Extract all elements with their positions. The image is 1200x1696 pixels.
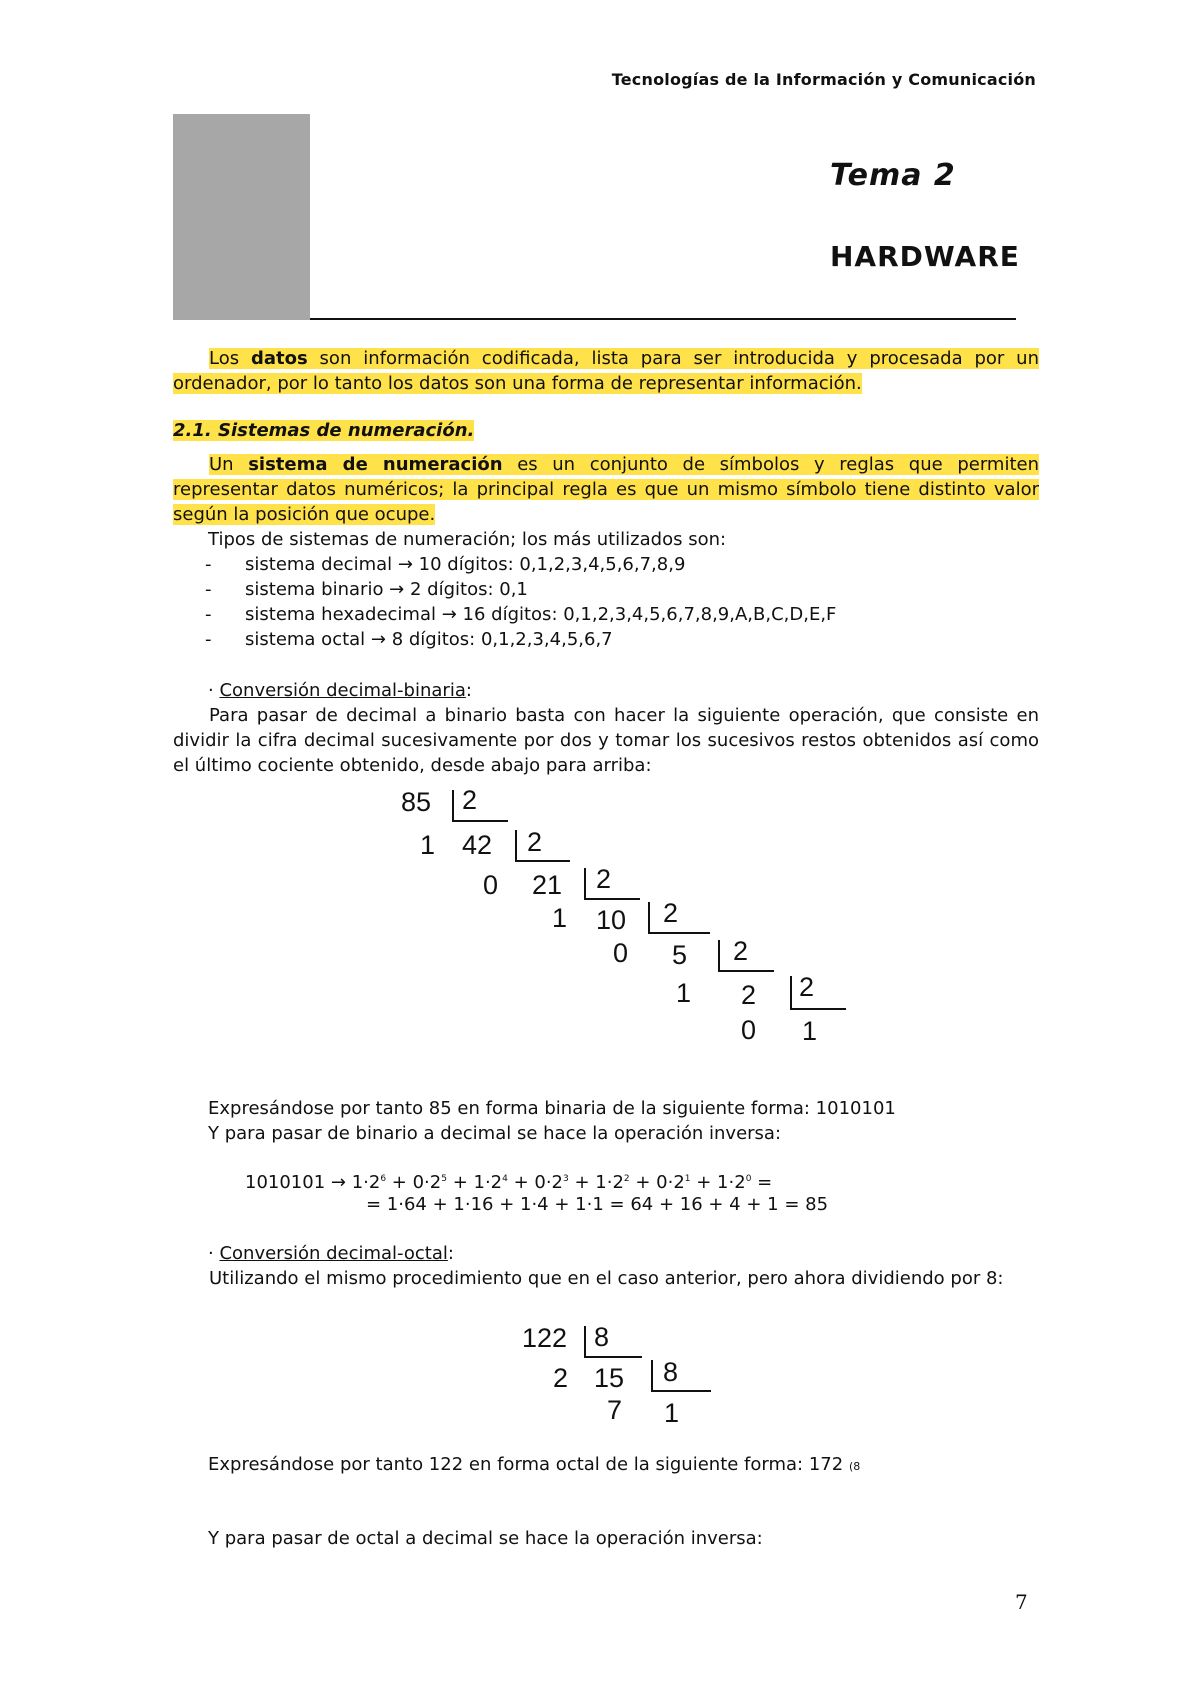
list-item: - sistema binario → 2 dígitos: 0,1 <box>205 579 528 600</box>
binary-result: Expresándose por tanto 85 en forma binaria de la siguiente forma: 1010101 <box>208 1098 896 1119</box>
chapter-number: Tema 2 <box>830 158 956 193</box>
list-item: - sistema decimal → 10 dígitos: 0,1,2,3,4,5,6,7,8,9 <box>205 554 686 575</box>
dividend: 2 <box>741 980 757 1010</box>
octal-inverse-intro: Y para pasar de octal a decimal se hace la operación inversa: <box>208 1528 763 1549</box>
division-bracket <box>584 1356 642 1358</box>
remainder: 7 <box>607 1395 623 1425</box>
list-item: - sistema octal → 8 dígitos: 0,1,2,3,4,5,6,7 <box>205 629 613 650</box>
division-bracket <box>651 1390 711 1392</box>
list-item: - sistema hexadecimal → 16 dígitos: 0,1,2,3,4,5,6,7,8,9,A,B,C,D,E,F <box>205 604 837 625</box>
types-intro: Tipos de sistemas de numeración; los más utilizados son: <box>208 529 727 550</box>
remainder: 1 <box>420 830 436 860</box>
binary-formula-line1: $1010101 \to 1\cdot 2^6 + 0\cdot 2^5 + 1\cdot 2^4 + 0\cdot 2^3 + 1\cdot 2^2 + 0\cdot 2^1 + 1\cdot 2^0$ = <box>245 1172 773 1193</box>
term-sistema-numeracion: sistema de numeración <box>248 454 503 475</box>
remainder: 2 <box>553 1363 569 1393</box>
octal-heading: · Conversión decimal-octal: <box>208 1243 454 1264</box>
intro-highlight: Los datos son información codificada, lista para ser introducida y procesada por un ordenador, por lo tanto los datos son una forma de representar información. <box>173 348 1039 394</box>
binary-formula-line2: = 1·64 + 1·16 + 1·4 + 1·1 = 64 + 16 + 4 + 1 = 85 <box>366 1194 829 1215</box>
page-number: 7 <box>1015 1590 1028 1614</box>
final-quotient: 1 <box>802 1016 818 1046</box>
octal-explanation: Utilizando el mismo procedimiento que en el caso anterior, pero ahora dividiendo por 8: <box>209 1268 1004 1289</box>
divisor: 2 <box>462 785 478 815</box>
dividend: 15 <box>594 1363 625 1393</box>
definition-highlight: Un sistema de numeración es un conjunto de símbolos y reglas que permiten representar datos numéricos; la principal regla es que un mismo símbolo tiene distinto valor según la posición que ocupe. <box>173 454 1039 525</box>
remainder: 0 <box>483 870 499 900</box>
division-bracket <box>651 1360 653 1392</box>
divisor: 2 <box>527 827 543 857</box>
section-heading: 2.1. Sistemas de numeración. <box>173 420 475 441</box>
divisor: 2 <box>733 936 749 966</box>
final-quotient: 1 <box>664 1398 680 1428</box>
remainder: 1 <box>676 978 692 1008</box>
binary-heading: · Conversión decimal-binaria: <box>208 680 472 701</box>
dividend: 10 <box>596 905 627 935</box>
dividend: 122 <box>522 1323 568 1353</box>
dividend: 21 <box>532 870 563 900</box>
divisor: 2 <box>799 972 815 1002</box>
remainder: 0 <box>741 1015 757 1045</box>
octal-result: Expresándose por tanto 122 en forma octal de la siguiente forma: 172 (8 <box>208 1454 861 1475</box>
binary-inverse-intro: Y para pasar de binario a decimal se hace la operación inversa: <box>208 1123 782 1144</box>
remainder: 1 <box>552 903 568 933</box>
binary-explanation: Para pasar de decimal a binario basta con hacer la siguiente operación, que consiste en dividir la cifra decimal sucesivamente por dos y tomar los sucesivos restos obtenidos así como el último cociente obtenido, desde abajo para arriba: <box>173 705 1039 776</box>
divisor: 8 <box>663 1357 679 1387</box>
remainder: 0 <box>613 938 629 968</box>
dividend: 5 <box>672 940 688 970</box>
division-bracket <box>584 1326 586 1358</box>
divisor: 2 <box>663 898 679 928</box>
chapter-title: HARDWARE <box>830 240 1020 273</box>
divisor: 2 <box>596 864 612 894</box>
running-header: Tecnologías de la Información y Comunicación <box>611 70 1036 89</box>
term-datos: datos <box>250 348 308 369</box>
divisor: 8 <box>594 1322 610 1352</box>
dividend: 42 <box>462 830 493 860</box>
dividend: 85 <box>401 787 432 817</box>
